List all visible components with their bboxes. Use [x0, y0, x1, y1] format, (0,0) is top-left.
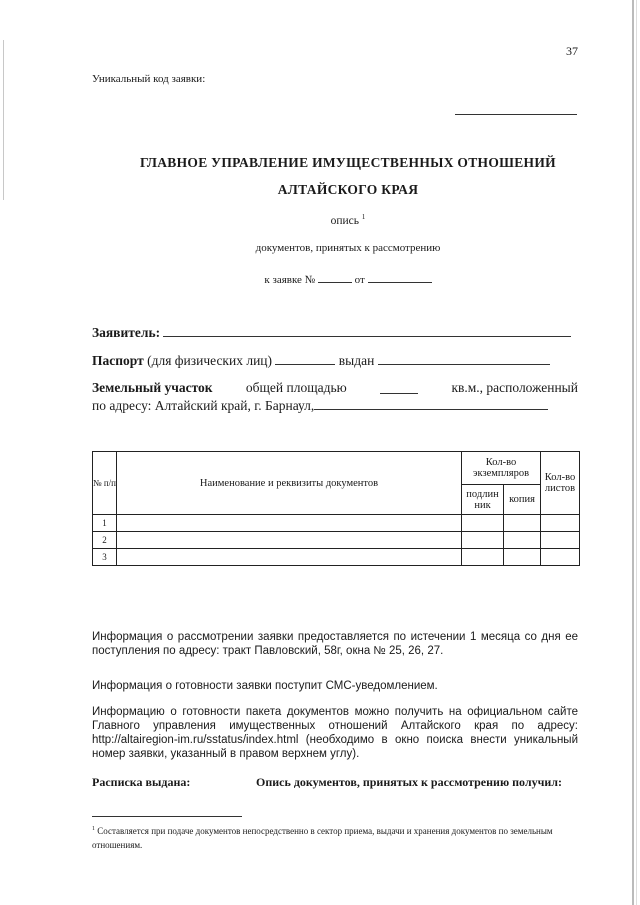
col-copy-header: копия [504, 485, 541, 515]
info-website: Информацию о готовности пакета документов можно получить на официальном сайте Главного управления имущественных отношений Алтайского края по адресу: http://altairegion-im.ru/sstatus/index.html (необходимо в окно поиска внести уникальный номер заявки, указанный в правом верхнем углу). [92, 706, 578, 760]
info-sms: Информация о готовности заявки поступит СМС-уведомлением. [92, 680, 438, 692]
info-review: Информация о рассмотрении заявки предоставляется по истечении 1 месяца со дня ее поступления по адресу: тракт Павловский, 58г, окна № 25, 26, 27. [92, 631, 578, 657]
footnote [92, 822, 578, 852]
inventory-subtitle: документов, принятых к рассмотрению [255, 242, 441, 254]
footnote-text: Составляется при подаче документов непосредственно в сектор приема, выдачи и хранения документов по земельным отношениям. [92, 826, 553, 850]
passport-row [92, 351, 578, 369]
doc-sheets-cell[interactable] [541, 549, 580, 566]
land-area-field[interactable] [380, 380, 418, 394]
issued-field[interactable] [378, 351, 550, 365]
request-line [60, 271, 636, 286]
table-row [93, 549, 580, 566]
land-row-line-2 [92, 396, 578, 414]
doc-original-cell[interactable] [462, 549, 504, 566]
col-num-header: № п/п [93, 452, 117, 515]
col-name-header: Наименование и реквизиты документов [117, 452, 462, 515]
scan-edge-right [632, 0, 634, 905]
unique-code-line[interactable] [455, 114, 577, 115]
footnote-separator [92, 816, 242, 817]
row-number: 1 [93, 515, 117, 532]
scan-edge-right-inner [636, 0, 637, 905]
inventory-title-text: опись [330, 214, 360, 227]
col-original-header: подлин ник [462, 485, 504, 515]
doc-original-cell[interactable] [462, 515, 504, 532]
request-number-field[interactable] [318, 271, 352, 283]
applicant-row [92, 323, 578, 341]
applicant-label: Заявитель: [92, 325, 161, 340]
land-label: Земельный участок [92, 380, 213, 395]
doc-name-cell[interactable] [117, 549, 462, 566]
passport-field[interactable] [275, 351, 335, 365]
scan-edge-left [3, 40, 4, 200]
land-address-field[interactable] [314, 396, 548, 410]
doc-original-cell[interactable] [462, 532, 504, 549]
applicant-field[interactable] [163, 323, 571, 337]
header-line-1: ГЛАВНОЕ УПРАВЛЕНИЕ ИМУЩЕСТВЕННЫХ ОТНОШЕНИЙ [140, 155, 556, 170]
unique-code-label: Уникальный код заявки: [92, 73, 206, 85]
doc-sheets-cell[interactable] [541, 532, 580, 549]
row-number: 3 [93, 549, 117, 566]
passport-note: (для физических лиц) [147, 353, 273, 368]
doc-copy-cell[interactable] [504, 532, 541, 549]
land-row [92, 380, 578, 414]
doc-copy-cell[interactable] [504, 549, 541, 566]
inventory-title [60, 213, 636, 227]
table-row [93, 515, 580, 532]
request-date-field[interactable] [368, 271, 432, 283]
col-sheets-header: Кол-во листов [541, 452, 580, 515]
footnote-mark: 1 [92, 826, 95, 832]
land-address: по адресу: Алтайский край, г. Барнаул, [92, 398, 315, 413]
issued-label: выдан [338, 353, 375, 368]
documents-table [92, 451, 580, 566]
receipt-label: Расписка выдана: [92, 775, 191, 789]
doc-copy-cell[interactable] [504, 515, 541, 532]
land-row-line-1 [92, 380, 578, 396]
request-from: от [354, 274, 365, 286]
row-number: 2 [93, 532, 117, 549]
land-unit: кв.м., расположенный [451, 380, 578, 395]
passport-label: Паспорт [92, 353, 144, 368]
doc-name-cell[interactable] [117, 515, 462, 532]
page-number: 37 [566, 44, 578, 58]
received-label: Опись документов, принятых к рассмотрению получил: [256, 775, 563, 789]
doc-name-cell[interactable] [117, 532, 462, 549]
header-line-2: АЛТАЙСКОГО КРАЯ [277, 182, 419, 197]
doc-sheets-cell[interactable] [541, 515, 580, 532]
col-copies-header: Кол-во экземпляров [462, 452, 541, 485]
footnote-reference: 1 [361, 213, 366, 221]
land-area-text: общей площадью [245, 380, 347, 395]
table-row [93, 532, 580, 549]
request-prefix: к заявке № [264, 274, 316, 286]
